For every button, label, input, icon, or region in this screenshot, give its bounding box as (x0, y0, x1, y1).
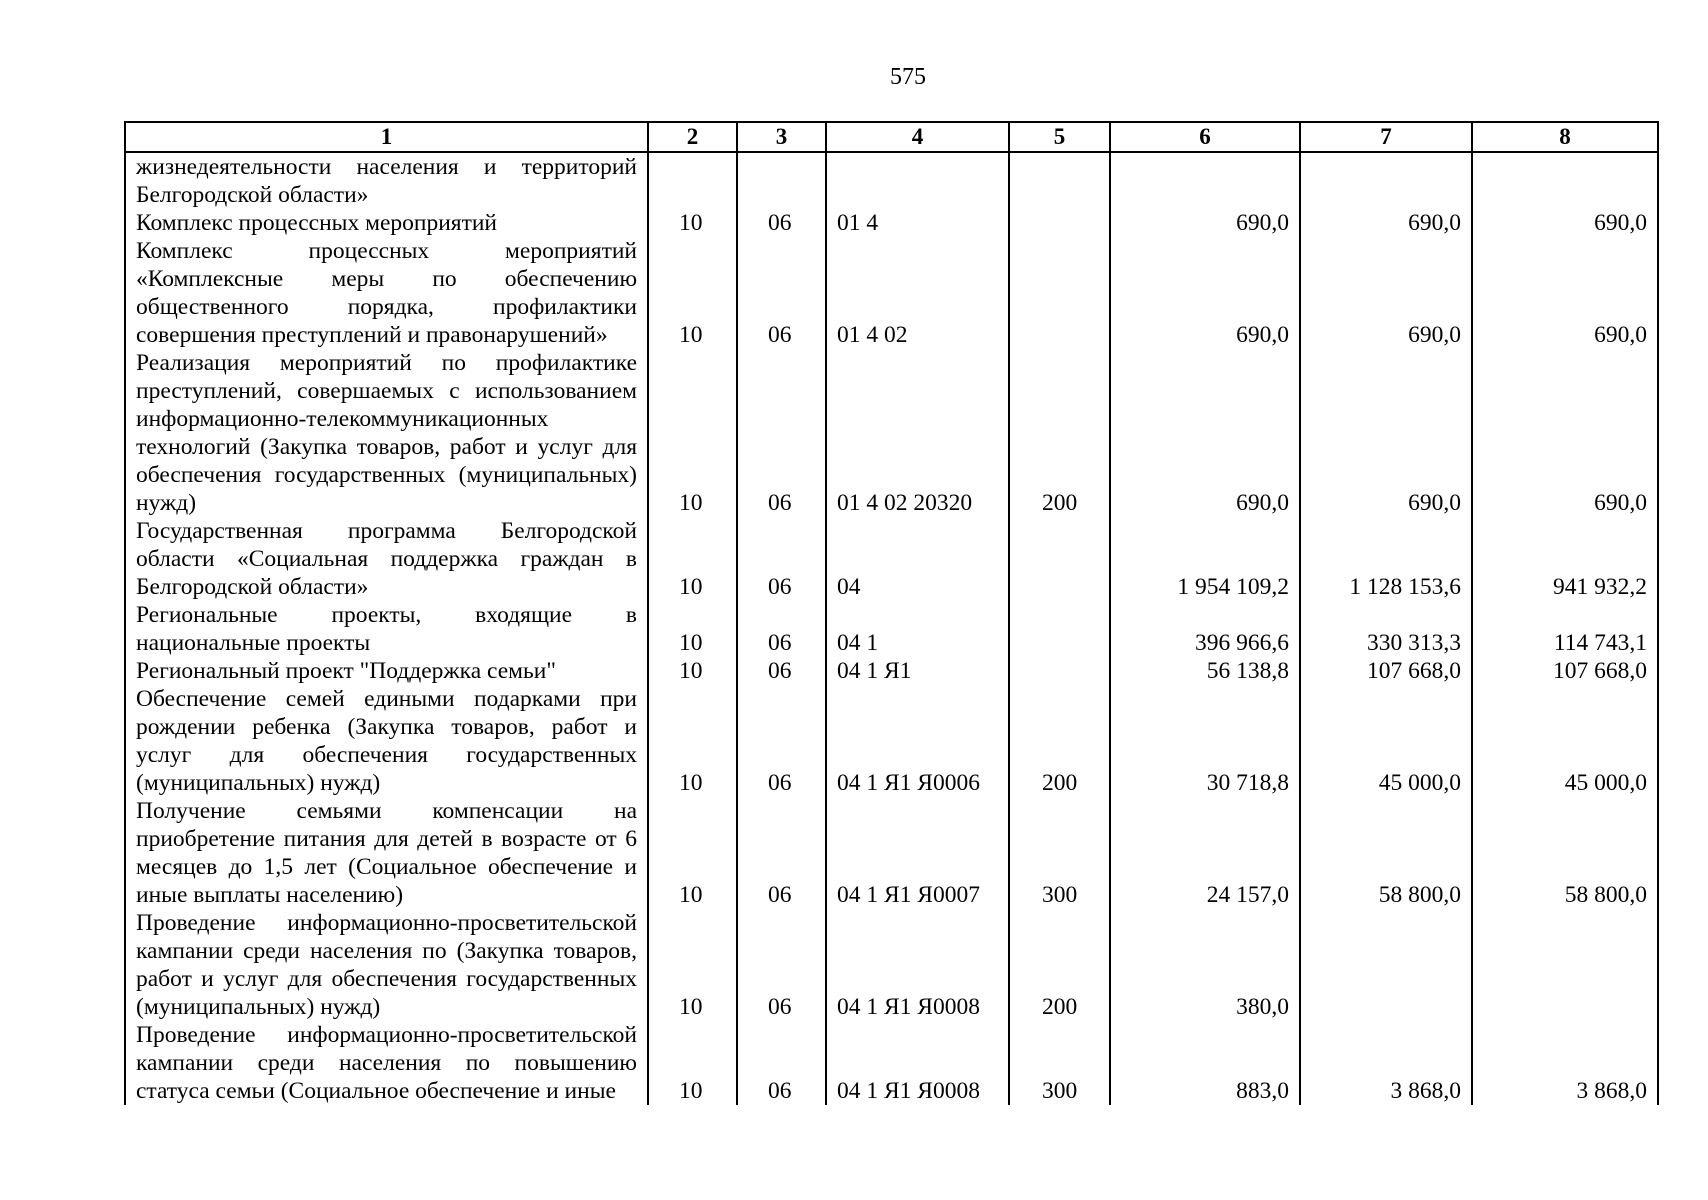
cell-amount-6: 1 954 109,2 (1110, 517, 1300, 601)
table-row (125, 657, 1658, 685)
column-header: 6 (1110, 122, 1300, 152)
column-header: 7 (1300, 122, 1472, 152)
cell-amount-8: 690,0 (1472, 209, 1658, 237)
cell-amount-6: 690,0 (1110, 237, 1300, 349)
cell-amount-6: 380,0 (1110, 909, 1300, 1021)
table-row (125, 685, 1658, 797)
cell-subsection: 06 (737, 517, 826, 601)
cell-subsection: 06 (737, 209, 826, 237)
cell-expense-type (1009, 517, 1110, 601)
cell-amount-7: 45 000,0 (1300, 685, 1472, 797)
cell-expense-type (1009, 601, 1110, 657)
cell-amount-7 (1300, 909, 1472, 1021)
cell-subsection (737, 152, 826, 209)
cell-subsection: 06 (737, 601, 826, 657)
cell-target-article: 04 1 Я1 Я0008 (826, 909, 1009, 1021)
column-header: 4 (826, 122, 1009, 152)
cell-amount-8: 58 800,0 (1472, 797, 1658, 909)
cell-amount-7: 1 128 153,6 (1300, 517, 1472, 601)
cell-expense-type (1009, 152, 1110, 209)
cell-section: 10 (648, 209, 737, 237)
cell-subsection: 06 (737, 797, 826, 909)
cell-amount-6: 24 157,0 (1110, 797, 1300, 909)
header-row (125, 122, 1658, 152)
cell-amount-7: 330 313,3 (1300, 601, 1472, 657)
cell-expense-type: 200 (1009, 909, 1110, 1021)
table-row (125, 237, 1658, 349)
cell-amount-8: 690,0 (1472, 349, 1658, 517)
cell-amount-6: 396 966,6 (1110, 601, 1300, 657)
cell-section: 10 (648, 657, 737, 685)
cell-amount-7 (1300, 152, 1472, 209)
cell-amount-8 (1472, 152, 1658, 209)
cell-section: 10 (648, 685, 737, 797)
cell-section: 10 (648, 237, 737, 349)
table-row (125, 349, 1658, 517)
row-description: Государственная программа Белгородской области «Социальная поддержка граждан в Белгородской области» (125, 517, 648, 601)
cell-amount-6: 690,0 (1110, 349, 1300, 517)
cell-expense-type: 300 (1009, 1021, 1110, 1105)
cell-subsection: 06 (737, 1021, 826, 1105)
cell-target-article (826, 152, 1009, 209)
table-row (125, 601, 1658, 657)
cell-expense-type (1009, 209, 1110, 237)
cell-subsection: 06 (737, 909, 826, 1021)
cell-subsection: 06 (737, 657, 826, 685)
cell-subsection: 06 (737, 349, 826, 517)
row-description: Проведение информационно-просветительской кампании среди населения по повышению статуса семьи (Социальное обеспечение и иные (125, 1021, 648, 1105)
column-header: 1 (125, 122, 648, 152)
column-header: 5 (1009, 122, 1110, 152)
cell-amount-6 (1110, 152, 1300, 209)
cell-section: 10 (648, 601, 737, 657)
cell-amount-8: 941 932,2 (1472, 517, 1658, 601)
cell-amount-8 (1472, 909, 1658, 1021)
cell-target-article: 01 4 02 20320 (826, 349, 1009, 517)
cell-section: 10 (648, 797, 737, 909)
cell-subsection: 06 (737, 237, 826, 349)
cell-amount-8: 690,0 (1472, 237, 1658, 349)
cell-amount-7: 690,0 (1300, 349, 1472, 517)
cell-target-article: 01 4 02 (826, 237, 1009, 349)
page-number: 575 (890, 64, 926, 90)
row-description: Получение семьями компенсации на приобретение питания для детей в возрасте от 6 месяцев до 1,5 лет (Социальное обеспечение и иные выплаты населению) (125, 797, 648, 909)
cell-section: 10 (648, 349, 737, 517)
cell-target-article: 04 1 Я1 Я0007 (826, 797, 1009, 909)
row-description: Региональный проект "Поддержка семьи" (125, 657, 648, 685)
cell-amount-6: 30 718,8 (1110, 685, 1300, 797)
cell-expense-type: 300 (1009, 797, 1110, 909)
row-description: Реализация мероприятий по профилактике преступлений, совершаемых с использованием информационно-телекоммуникационных технологий (Закупка товаров, работ и услуг для обеспечения государственных (муниципальных) нужд) (125, 349, 648, 517)
cell-amount-8: 3 868,0 (1472, 1021, 1658, 1105)
cell-target-article: 04 (826, 517, 1009, 601)
cell-expense-type: 200 (1009, 349, 1110, 517)
row-description: Комплекс процессных мероприятий (125, 209, 648, 237)
cell-amount-8: 107 668,0 (1472, 657, 1658, 685)
cell-amount-6: 56 138,8 (1110, 657, 1300, 685)
cell-section: 10 (648, 1021, 737, 1105)
budget-table (124, 121, 1659, 1105)
column-header: 2 (648, 122, 737, 152)
cell-amount-7: 690,0 (1300, 237, 1472, 349)
table-row (125, 909, 1658, 1021)
row-description: жизнедеятельности населения и территорий Белгородской области» (125, 152, 648, 209)
cell-amount-8: 45 000,0 (1472, 685, 1658, 797)
cell-target-article: 04 1 (826, 601, 1009, 657)
cell-amount-7: 3 868,0 (1300, 1021, 1472, 1105)
cell-amount-7: 107 668,0 (1300, 657, 1472, 685)
cell-section (648, 152, 737, 209)
table-row (125, 152, 1658, 209)
cell-section: 10 (648, 517, 737, 601)
cell-target-article: 01 4 (826, 209, 1009, 237)
cell-target-article: 04 1 Я1 Я0006 (826, 685, 1009, 797)
row-description: Комплекс процессных мероприятий «Комплексные меры по обеспечению общественного порядка, профилактики совершения преступлений и правонарушений» (125, 237, 648, 349)
column-header: 8 (1472, 122, 1658, 152)
row-description: Обеспечение семей едиными подарками при рождении ребенка (Закупка товаров, работ и услуг для обеспечения государственных (муниципальных) нужд) (125, 685, 648, 797)
cell-amount-8: 114 743,1 (1472, 601, 1658, 657)
cell-target-article: 04 1 Я1 Я0008 (826, 1021, 1009, 1105)
table-row (125, 517, 1658, 601)
cell-amount-7: 690,0 (1300, 209, 1472, 237)
row-description: Проведение информационно-просветительской кампании среди населения по (Закупка товаров, работ и услуг для обеспечения государственных (муниципальных) нужд) (125, 909, 648, 1021)
cell-expense-type (1009, 657, 1110, 685)
cell-subsection: 06 (737, 685, 826, 797)
cell-amount-7: 58 800,0 (1300, 797, 1472, 909)
row-description: Региональные проекты, входящие в национальные проекты (125, 601, 648, 657)
table-row (125, 1021, 1658, 1105)
cell-expense-type (1009, 237, 1110, 349)
cell-amount-6: 690,0 (1110, 209, 1300, 237)
cell-section: 10 (648, 909, 737, 1021)
cell-target-article: 04 1 Я1 (826, 657, 1009, 685)
cell-expense-type: 200 (1009, 685, 1110, 797)
column-header: 3 (737, 122, 826, 152)
cell-amount-6: 883,0 (1110, 1021, 1300, 1105)
table-row (125, 209, 1658, 237)
table-row (125, 797, 1658, 909)
